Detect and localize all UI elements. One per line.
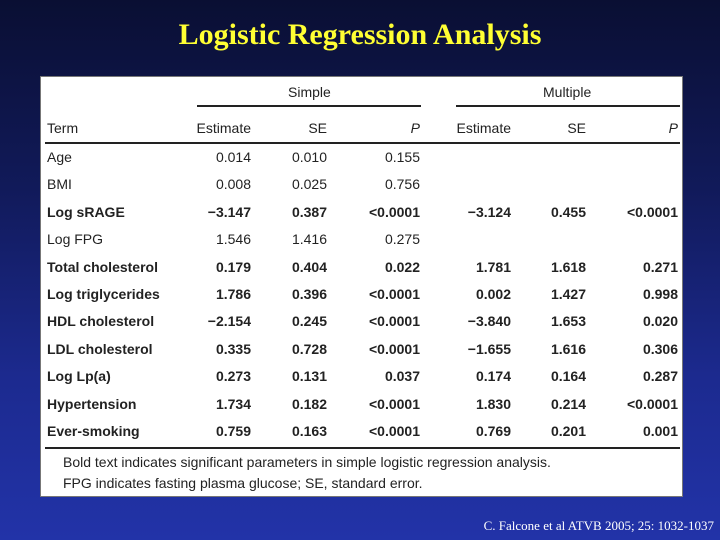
- multiple-header-rule: [456, 105, 680, 107]
- cell-simple-estimate: 0.179: [215, 258, 251, 275]
- cell-simple-estimate: −3.147: [207, 203, 251, 220]
- row-term: LDL cholesterol: [47, 340, 153, 357]
- cell-multiple-se: 1.653: [550, 313, 586, 330]
- row-term: Hypertension: [47, 395, 137, 412]
- cell-multiple-se: 0.164: [550, 368, 586, 385]
- cell-multiple-estimate: −3.840: [467, 313, 511, 330]
- row-term: Log FPG: [47, 231, 104, 248]
- cell-simple-se: 0.182: [291, 395, 327, 412]
- table-row: [41, 313, 684, 335]
- row-term: Ever-smoking: [47, 423, 140, 439]
- table-row: [41, 368, 684, 390]
- row-term: Total cholesterol: [47, 258, 158, 275]
- cell-multiple-p: 0.998: [642, 286, 678, 302]
- cell-simple-p: <0.0001: [369, 313, 420, 330]
- cell-simple-estimate: 0.335: [215, 340, 251, 357]
- cell-multiple-estimate: 0.174: [475, 368, 511, 385]
- col-header-simple-p: P: [410, 120, 420, 136]
- col-header-term: Term: [47, 120, 79, 136]
- cell-multiple-p: 0.001: [642, 423, 678, 439]
- cell-simple-p: 0.022: [384, 258, 420, 275]
- cell-simple-se: 0.010: [291, 149, 327, 165]
- group-header-multiple: Multiple: [543, 84, 592, 100]
- cell-simple-p: <0.0001: [369, 340, 420, 357]
- table-row: [41, 176, 684, 198]
- table-row: [41, 149, 684, 171]
- table-row: [41, 231, 684, 253]
- header-divider: [45, 142, 680, 144]
- row-term: HDL cholesterol: [47, 313, 155, 330]
- slide-title: Logistic Regression Analysis: [178, 18, 542, 51]
- cell-multiple-p: 0.020: [642, 313, 678, 330]
- row-term: Log triglycerides: [47, 286, 160, 302]
- cell-multiple-estimate: 0.769: [475, 423, 511, 439]
- cell-simple-p: 0.155: [384, 149, 420, 165]
- cell-simple-estimate: 1.546: [215, 231, 251, 248]
- footnote-bold: Bold text indicates significant parameters in simple logistic regression analysis.: [63, 454, 551, 470]
- table-row: [41, 341, 684, 363]
- cell-multiple-estimate: 0.002: [475, 286, 511, 302]
- cell-multiple-estimate: −3.124: [467, 203, 511, 220]
- cell-multiple-se: 0.201: [550, 423, 586, 439]
- cell-multiple-p: 0.287: [642, 368, 678, 385]
- cell-simple-se: 1.416: [291, 231, 327, 248]
- regression-table: [40, 76, 683, 497]
- cell-simple-se: 0.728: [291, 340, 327, 357]
- cell-multiple-se: 1.427: [550, 286, 586, 302]
- column-header-row: [41, 120, 684, 142]
- col-header-multiple-estimate: Estimate: [456, 120, 511, 136]
- row-term: Age: [47, 149, 72, 165]
- cell-simple-estimate: −2.154: [207, 313, 251, 330]
- simple-header-rule: [197, 105, 421, 107]
- cell-multiple-p: 0.306: [642, 340, 678, 357]
- col-header-multiple-se: SE: [567, 120, 586, 136]
- cell-simple-se: 0.387: [291, 203, 327, 220]
- row-term: BMI: [47, 176, 72, 193]
- cell-simple-estimate: 0.014: [215, 149, 251, 165]
- cell-multiple-se: 1.616: [550, 340, 586, 357]
- cell-simple-estimate: 1.786: [215, 286, 251, 302]
- cell-simple-estimate: 0.273: [215, 368, 251, 385]
- table-bottom-rule: [45, 447, 680, 449]
- cell-simple-se: 0.245: [291, 313, 327, 330]
- table-row: [41, 204, 684, 226]
- cell-multiple-p: <0.0001: [627, 203, 678, 220]
- cell-simple-p: <0.0001: [369, 423, 420, 439]
- col-header-simple-estimate: Estimate: [196, 120, 251, 136]
- cell-simple-se: 0.404: [291, 258, 327, 275]
- cell-simple-se: 0.131: [291, 368, 327, 385]
- footnote-abbreviations: FPG indicates fasting plasma glucose; SE, standard error.: [63, 475, 423, 491]
- cell-simple-estimate: 1.734: [215, 395, 251, 412]
- cell-multiple-p: <0.0001: [627, 395, 678, 412]
- cell-simple-p: 0.037: [384, 368, 420, 385]
- row-term: Log sRAGE: [47, 203, 125, 220]
- col-header-simple-se: SE: [308, 120, 327, 136]
- table-row: [41, 259, 684, 281]
- cell-multiple-estimate: −1.655: [467, 340, 511, 357]
- cell-simple-p: <0.0001: [369, 395, 420, 412]
- table-row: [41, 423, 684, 445]
- cell-simple-estimate: 0.759: [215, 423, 251, 439]
- table-row: [41, 396, 684, 418]
- cell-simple-p: 0.756: [384, 176, 420, 193]
- citation: C. Falcone et al ATVB 2005; 25: 1032-1037: [483, 518, 714, 533]
- table-row: [41, 286, 684, 308]
- cell-simple-p: <0.0001: [369, 286, 420, 302]
- cell-simple-se: 0.163: [291, 423, 327, 439]
- col-header-multiple-p: P: [668, 120, 678, 136]
- group-header-simple: Simple: [288, 84, 331, 100]
- cell-multiple-estimate: 1.830: [475, 395, 511, 412]
- cell-multiple-se: 0.214: [550, 395, 586, 412]
- cell-multiple-p: 0.271: [642, 258, 678, 275]
- cell-multiple-se: 0.455: [550, 203, 586, 220]
- cell-simple-p: 0.275: [384, 231, 420, 248]
- cell-simple-se: 0.025: [291, 176, 327, 193]
- row-term: Log Lp(a): [47, 368, 111, 385]
- cell-simple-p: <0.0001: [369, 203, 420, 220]
- cell-multiple-se: 1.618: [550, 258, 586, 275]
- cell-multiple-estimate: 1.781: [475, 258, 511, 275]
- cell-simple-estimate: 0.008: [215, 176, 251, 193]
- cell-simple-se: 0.396: [291, 286, 327, 302]
